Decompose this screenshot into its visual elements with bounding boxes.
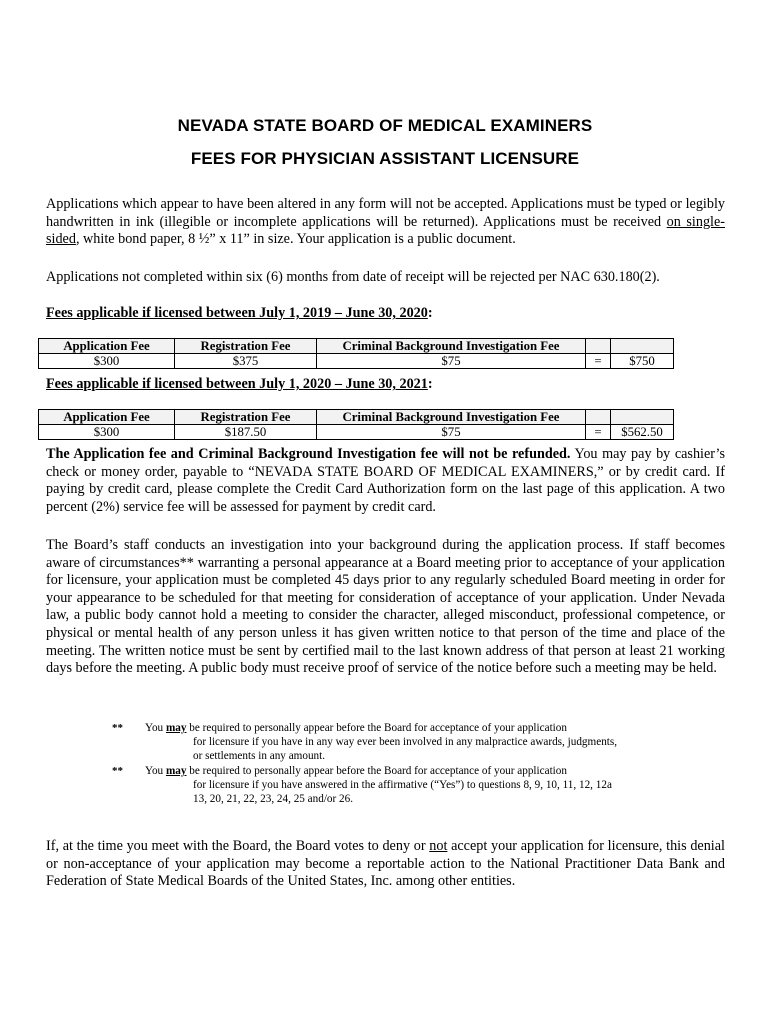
header-total [611, 410, 674, 425]
total-value: $750 [611, 354, 674, 369]
fees-2019-heading-text: Fees applicable if licensed between July 1, 2019 – June 30, 2020 [46, 305, 428, 321]
header-equals [586, 410, 611, 425]
fees-2019-heading [46, 305, 433, 322]
note-2-you: You [145, 765, 166, 777]
header-registration-fee: Registration Fee [175, 410, 317, 425]
application-fee-value: $300 [39, 425, 175, 440]
note-1-line2: for licensure if you have in any way ever been involved in any malpractice awards, judgments, [193, 736, 618, 748]
closing-underlined: not [429, 838, 448, 854]
note-1-line3: or settlements in any amount. [193, 750, 326, 762]
intro-paragraph [46, 196, 725, 249]
note-2-line3: 13, 20, 21, 22, 23, 24, 25 and/or 26. [193, 793, 354, 805]
total-value: $562.50 [611, 425, 674, 440]
equals-sign: = [586, 425, 611, 440]
closing-text-2: accept your application for licensure, this denial or non-acceptance of your application may become a reportable action to the National Practitioner Data Bank and Federation of State Medical Boards of the United States, Inc. among other entities. [46, 838, 725, 890]
investigation-paragraph: The Board’s staff conducts an investigation into your background during the application process. If staff becomes aware of circumstances** warranting a personal appearance at a Board meeting prior to acceptance of your application for licensure, your application must be completed 45 days prior to any regularly scheduled Board meeting in order for your appearance to be scheduled for that meeting for consideration of acceptance of your application. Under Nevada law, a public body cannot hold a meeting to consider the character, alleged misconduct, professional competence, or physical or mental health of any person unless it has given written notice to that person of the time and place of the meeting. The written notice must be sent by certified mail to the last known address of that person at least 21 working days before the meeting. A public body must receive proof of service of the notice before such a meeting may be held. [46, 537, 725, 677]
closing-paragraph [46, 838, 725, 891]
note-2-line2: for licensure if you have answered in the affirmative (“Yes”) to questions 8, 9, 10, 11, 12, 12a [193, 779, 612, 791]
fees-2019-heading-colon: : [427, 305, 433, 321]
note-1-may: may [165, 722, 187, 734]
six-months-paragraph: Applications not completed within six (6) months from date of receipt will be rejected per NAC 630.180(2). [46, 269, 660, 285]
note-2-may: may [165, 765, 187, 777]
note-2-stars: ** [112, 765, 123, 777]
page-title: NEVADA STATE BOARD OF MEDICAL EXAMINERS [177, 116, 593, 135]
table-row [39, 354, 674, 369]
equals-sign: = [586, 354, 611, 369]
background-fee-value: $75 [317, 425, 586, 440]
header-background-fee: Criminal Background Investigation Fee [317, 339, 586, 354]
note-2 [145, 764, 705, 806]
table-row [39, 425, 674, 440]
note-1-you: You [145, 722, 166, 734]
background-fee-value: $75 [317, 354, 586, 369]
registration-fee-value: $375 [175, 354, 317, 369]
intro-text-1: Applications which appear to have been altered in any form will not be accepted. Applications must be typed or legibly handwritten in ink (illegible or incomplete applications will be returned). Applications must be received [46, 196, 725, 230]
header-application-fee: Application Fee [39, 410, 175, 425]
note-2-line1: be required to personally appear before the Board for acceptance of your application [186, 765, 567, 777]
page-subtitle: FEES FOR PHYSICIAN ASSISTANT LICENSURE [190, 149, 580, 168]
note-1 [145, 721, 705, 763]
closing-text-1: If, at the time you meet with the Board, the Board votes to deny or [46, 838, 430, 854]
application-fee-value: $300 [39, 354, 175, 369]
note-1-stars: ** [112, 722, 123, 734]
fees-2020-heading-text: Fees applicable if licensed between July 1, 2020 – June 30, 2021 [46, 376, 428, 392]
intro-underlined: on single-sided [46, 213, 725, 248]
fees-2019-table [38, 338, 674, 369]
fees-2020-heading-colon: : [427, 376, 433, 392]
intro-text-2: , white bond paper, 8 ½” x 11” in size. Your application is a public document. [75, 231, 516, 248]
header-total [611, 339, 674, 354]
table-header-row [39, 339, 674, 354]
refund-text: You may pay by cashier’s check or money order, payable to “NEVADA STATE BOARD OF MEDICAL EXAMINERS,” or by credit card. If paying by credit card, please complete the Credit Card Authorization form on the last page of this application. A two percent (2%) service fee will be assessed for payment by credit card. [46, 446, 725, 515]
refund-bold-text: The Application fee and Criminal Background Investigation fee will not be refunded. [46, 446, 571, 462]
fees-2020-heading [46, 376, 433, 393]
header-application-fee: Application Fee [39, 339, 175, 354]
table-header-row [39, 410, 674, 425]
refund-paragraph [46, 446, 725, 516]
header-equals [586, 339, 611, 354]
fees-2020-table [38, 409, 674, 440]
note-1-line1: be required to personally appear before the Board for acceptance of your application [186, 722, 567, 734]
header-registration-fee: Registration Fee [175, 339, 317, 354]
registration-fee-value: $187.50 [175, 425, 317, 440]
header-background-fee: Criminal Background Investigation Fee [317, 410, 586, 425]
